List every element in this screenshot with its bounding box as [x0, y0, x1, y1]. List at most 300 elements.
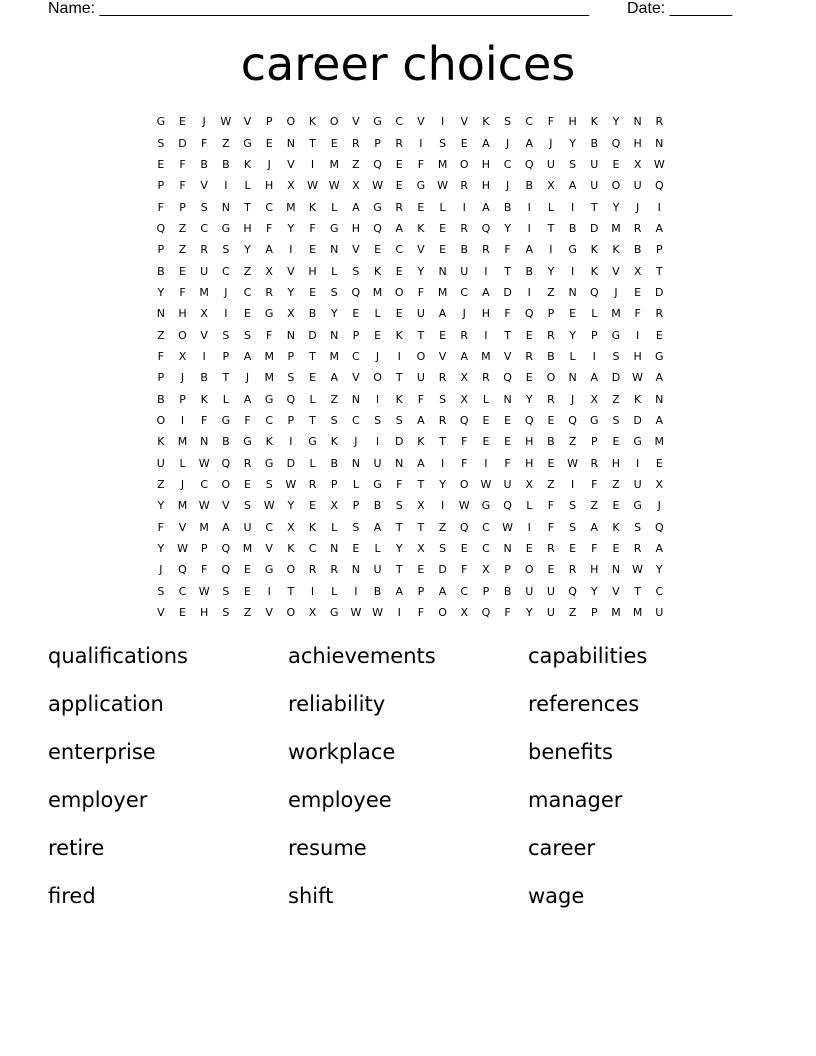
grid-letter: K [590, 243, 598, 257]
grid-letter: Z [157, 478, 165, 492]
grid-letter: R [265, 285, 274, 299]
grid-letter: P [374, 136, 381, 150]
grid-letter: I [549, 243, 553, 257]
grid-letter: B [568, 221, 577, 235]
grid-letter: F [179, 285, 186, 299]
grid-letter: H [265, 179, 274, 193]
grid-letter: K [482, 115, 490, 129]
grid-letter: C [525, 115, 534, 129]
grid-letter: E [244, 307, 251, 321]
grid-letter: K [417, 221, 425, 235]
grid-letter: J [180, 371, 185, 385]
grid-letter: V [417, 243, 425, 257]
grid-letter: Q [568, 584, 577, 598]
grid-letter: G [243, 136, 252, 150]
grid-letter: G [243, 435, 252, 449]
grid-letter: C [460, 285, 469, 299]
grid-letter: U [200, 264, 209, 278]
grid-letter: S [395, 499, 403, 513]
grid-letter: U [373, 456, 382, 470]
grid-row [150, 602, 670, 623]
grid-letter: Y [157, 285, 165, 299]
grid-letter: E [265, 136, 273, 150]
grid-letter: B [330, 456, 338, 470]
grid-letter: E [439, 328, 447, 342]
grid-letter: S [612, 349, 620, 363]
grid-letter: K [308, 200, 317, 214]
word-list-item: benefits [528, 740, 613, 764]
grid-letter: J [570, 392, 575, 406]
grid-letter: O [221, 478, 231, 492]
grid-letter: B [525, 179, 534, 193]
grid-letter: J [462, 307, 466, 321]
grid-letter: C [655, 584, 664, 598]
grid-letter: O [546, 371, 556, 385]
grid-letter: E [244, 478, 251, 492]
grid-letter: L [569, 349, 576, 363]
grid-letter: N [611, 563, 621, 577]
grid-letter: S [330, 413, 338, 427]
grid-letter: E [482, 413, 490, 427]
grid-letter: Y [525, 606, 533, 620]
grid-letter: T [395, 520, 403, 534]
grid-letter: D [503, 285, 512, 299]
grid-letter: L [439, 200, 446, 214]
grid-letter: Y [287, 221, 295, 235]
grid-letter: T [244, 200, 251, 214]
grid-letter: M [264, 371, 274, 385]
grid-letter: L [331, 200, 338, 214]
grid-letter: R [525, 349, 534, 363]
grid-letter: M [611, 307, 621, 321]
grid-letter: N [503, 542, 512, 556]
grid-letter: L [331, 520, 338, 534]
grid-letter: U [633, 179, 642, 193]
grid-letter: S [222, 328, 230, 342]
grid-letter: S [612, 413, 620, 427]
grid-letter: E [179, 606, 186, 620]
grid-letter: Q [589, 285, 599, 299]
word-list-item: shift [288, 884, 334, 908]
grid-letter: K [373, 264, 382, 278]
grid-letter: W [480, 478, 492, 492]
grid-letter: E [309, 243, 317, 257]
grid-letter: G [264, 456, 274, 470]
grid-letter: I [310, 157, 315, 171]
grid-letter: K [612, 520, 620, 534]
grid-letter: O [438, 606, 447, 620]
grid-letter: I [657, 200, 661, 214]
grid-letter: M [437, 285, 448, 299]
grid-letter: T [222, 371, 230, 385]
grid-letter: G [373, 478, 382, 492]
grid-letter: N [633, 115, 642, 129]
grid-letter: R [460, 221, 469, 235]
grid-letter: T [504, 264, 511, 278]
grid-letter: A [482, 285, 490, 299]
grid-letter: U [503, 478, 512, 492]
grid-letter: Y [244, 243, 251, 257]
grid-letter: F [504, 606, 511, 620]
grid-letter: R [395, 136, 404, 150]
grid-letter: V [265, 542, 273, 556]
grid-letter: C [265, 413, 274, 427]
grid-letter: C [265, 520, 274, 534]
grid-letter: J [375, 349, 380, 363]
grid-letter: A [352, 200, 360, 214]
grid-letter: K [395, 328, 403, 342]
grid-letter: U [416, 307, 425, 321]
grid-letter: P [179, 200, 186, 214]
grid-letter: M [177, 435, 188, 449]
grid-letter: C [243, 285, 252, 299]
grid-letter: S [439, 392, 447, 406]
grid-letter: Y [525, 392, 533, 406]
grid-letter: M [481, 349, 491, 363]
grid-letter: B [633, 243, 642, 257]
grid-letter: Q [351, 285, 361, 299]
grid-letter: E [569, 542, 577, 556]
grid-letter: I [570, 478, 575, 492]
grid-letter: L [526, 499, 533, 513]
grid-letter: E [612, 499, 620, 513]
grid-letter: W [198, 584, 210, 598]
grid-letter: V [352, 115, 360, 129]
grid-letter: W [653, 157, 665, 171]
grid-letter: J [635, 200, 640, 214]
grid-letter: T [547, 221, 555, 235]
grid-row [150, 453, 670, 474]
grid-letter: S [504, 115, 512, 129]
grid-letter: Y [504, 221, 511, 235]
grid-letter: Y [417, 264, 425, 278]
grid-letter: V [460, 115, 468, 129]
grid-letter: P [287, 349, 295, 363]
grid-letter: B [503, 200, 512, 214]
grid-letter: G [308, 435, 317, 449]
grid-letter: C [482, 542, 490, 556]
grid-letter: E [179, 264, 186, 278]
grid-letter: C [222, 264, 230, 278]
grid-letter: Y [330, 307, 338, 321]
grid-letter: I [527, 520, 531, 534]
grid-letter: N [655, 392, 664, 406]
grid-letter: U [655, 606, 664, 620]
grid-letter: A [438, 584, 447, 598]
grid-letter: Q [654, 520, 664, 534]
grid-letter: U [546, 584, 555, 598]
grid-letter: S [374, 413, 382, 427]
grid-letter: E [439, 243, 447, 257]
grid-letter: C [503, 157, 512, 171]
grid-letter: G [221, 221, 231, 235]
grid-letter: G [329, 606, 339, 620]
grid-letter: J [159, 563, 163, 577]
grid-letter: Y [590, 584, 598, 598]
grid-letter: O [286, 115, 296, 129]
grid-letter: X [590, 392, 599, 406]
grid-letter: V [265, 606, 273, 620]
grid-row [150, 111, 670, 132]
grid-letter: W [632, 563, 644, 577]
grid-letter: I [202, 349, 206, 363]
grid-letter: G [416, 179, 426, 193]
grid-letter: E [504, 435, 512, 449]
grid-letter: G [590, 413, 599, 427]
grid-letter: F [396, 478, 403, 492]
grid-letter: D [308, 328, 317, 342]
grid-letter: E [352, 542, 360, 556]
grid-letter: Q [221, 456, 231, 470]
grid-letter: X [330, 499, 338, 513]
grid-letter: W [350, 606, 362, 620]
grid-letter: Q [503, 499, 512, 513]
grid-letter: Q [524, 413, 534, 427]
grid-letter: E [395, 157, 403, 171]
grid-letter: E [374, 243, 382, 257]
grid-letter: I [267, 584, 271, 598]
grid-letter: E [309, 371, 317, 385]
grid-letter: A [590, 520, 599, 534]
grid-letter: Z [178, 221, 187, 235]
grid-letter: K [308, 520, 317, 534]
grid-letter: Q [221, 563, 231, 577]
grid-letter: K [265, 435, 273, 449]
grid-letter: F [157, 200, 164, 214]
grid-letter: F [591, 478, 598, 492]
grid-letter: X [308, 606, 317, 620]
grid-letter: F [504, 307, 511, 321]
grid-letter: W [372, 179, 383, 193]
grid-letter: F [461, 456, 468, 470]
grid-letter: E [569, 307, 577, 321]
grid-row [150, 303, 670, 324]
grid-row [150, 218, 670, 239]
grid-letter: U [243, 520, 252, 534]
grid-letter: T [504, 328, 511, 342]
grid-row [150, 538, 670, 559]
grid-letter: X [178, 349, 187, 363]
grid-letter: D [611, 371, 621, 385]
grid-letter: H [525, 435, 534, 449]
grid-letter: X [482, 563, 490, 577]
grid-letter: E [439, 221, 447, 235]
word-list-item: achievements [288, 644, 436, 668]
grid-letter: X [547, 179, 555, 193]
word-list-item: references [528, 692, 640, 716]
word-list-item: qualifications [48, 644, 188, 668]
grid-letter: X [200, 307, 208, 321]
grid-letter: M [264, 349, 274, 363]
grid-letter: E [547, 413, 555, 427]
grid-letter: W [502, 520, 514, 534]
grid-letter: C [308, 542, 317, 556]
grid-letter: E [309, 499, 317, 513]
grid-row [150, 410, 670, 431]
grid-letter: A [525, 136, 534, 150]
grid-letter: P [265, 115, 273, 129]
grid-letter: W [567, 456, 579, 470]
grid-letter: Q [373, 157, 382, 171]
grid-letter: Q [221, 542, 231, 556]
grid-letter: Q [611, 136, 621, 150]
grid-letter: H [178, 307, 187, 321]
grid-letter: G [655, 349, 664, 363]
grid-letter: O [524, 563, 534, 577]
grid-letter: A [373, 520, 382, 534]
grid-letter: S [634, 520, 642, 534]
grid-letter: S [439, 136, 447, 150]
grid-letter: N [351, 456, 360, 470]
grid-letter: A [525, 243, 534, 257]
grid-letter: F [591, 542, 598, 556]
grid-letter: X [287, 307, 295, 321]
grid-letter: Q [568, 413, 577, 427]
grid-letter: Y [547, 264, 555, 278]
grid-letter: R [330, 563, 339, 577]
grid-letter: E [655, 456, 663, 470]
grid-letter: B [373, 499, 382, 513]
grid-letter: Z [547, 285, 555, 299]
grid-letter: F [309, 221, 316, 235]
grid-letter: K [417, 435, 425, 449]
grid-letter: W [437, 179, 449, 193]
grid-letter: E [547, 456, 555, 470]
grid-letter: A [655, 542, 664, 556]
grid-letter: E [395, 307, 403, 321]
grid-letter: Z [330, 392, 338, 406]
grid-letter: C [395, 115, 404, 129]
grid-letter: C [265, 200, 274, 214]
grid-letter: P [330, 478, 338, 492]
grid-letter: K [308, 115, 317, 129]
grid-letter: J [180, 478, 185, 492]
grid-letter: S [222, 584, 230, 598]
grid-letter: F [201, 563, 208, 577]
grid-letter: A [417, 456, 425, 470]
grid-letter: J [657, 499, 661, 513]
word-list-item: capabilities [528, 644, 648, 668]
grid-letter: I [592, 349, 596, 363]
grid-letter: O [459, 157, 469, 171]
grid-letter: S [157, 136, 165, 150]
grid-letter: R [243, 456, 252, 470]
grid-letter: S [330, 285, 338, 299]
grid-letter: W [263, 499, 275, 513]
grid-letter: B [373, 584, 382, 598]
grid-letter: E [395, 179, 403, 193]
grid-letter: W [372, 606, 383, 620]
grid-letter: S [244, 499, 252, 513]
grid-letter: G [329, 221, 339, 235]
grid-letter: Y [439, 478, 446, 492]
word-list [48, 640, 768, 928]
grid-row [150, 239, 670, 260]
grid-letter: G [633, 499, 642, 513]
grid-letter: F [547, 520, 555, 534]
grid-letter: N [286, 328, 295, 342]
grid-letter: E [504, 413, 512, 427]
grid-letter: V [287, 264, 295, 278]
word-list-item: wage [528, 884, 585, 908]
grid-letter: J [614, 285, 618, 299]
grid-letter: F [179, 179, 186, 193]
grid-letter: E [482, 435, 490, 449]
grid-letter: F [417, 157, 425, 171]
grid-letter: B [222, 157, 230, 171]
grid-letter: V [352, 371, 360, 385]
grid-letter: A [568, 179, 577, 193]
grid-letter: A [265, 243, 273, 257]
grid-letter: I [354, 584, 358, 598]
grid-letter: I [397, 606, 401, 620]
grid-letter: L [309, 392, 316, 406]
grid-letter: A [460, 349, 468, 363]
grid-letter: P [222, 349, 230, 363]
grid-letter: B [547, 435, 555, 449]
grid-letter: T [417, 520, 425, 534]
grid-letter: C [482, 520, 490, 534]
grid-letter: K [200, 392, 208, 406]
grid-letter: U [416, 371, 425, 385]
word-search-grid [150, 111, 670, 623]
grid-letter: K [590, 115, 598, 129]
grid-letter: I [440, 499, 445, 513]
grid-letter: L [547, 200, 554, 214]
grid-letter: L [179, 456, 186, 470]
grid-letter: D [438, 563, 447, 577]
grid-letter: T [439, 435, 446, 449]
grid-letter: E [612, 542, 620, 556]
grid-letter: O [394, 285, 404, 299]
grid-letter: E [460, 136, 468, 150]
grid-letter: M [286, 200, 296, 214]
grid-letter: N [156, 307, 165, 321]
grid-row [150, 282, 670, 303]
grid-letter: C [352, 349, 360, 363]
grid-letter: Z [547, 478, 555, 492]
grid-letter: N [221, 200, 230, 214]
grid-letter: X [633, 264, 642, 278]
grid-letter: O [286, 563, 296, 577]
word-list-item: employee [288, 788, 392, 812]
grid-letter: K [612, 243, 620, 257]
grid-letter: U [590, 157, 599, 171]
grid-letter: A [243, 349, 252, 363]
grid-letter: X [525, 478, 534, 492]
grid-letter: T [287, 584, 295, 598]
grid-letter: H [525, 456, 534, 470]
grid-letter: Y [655, 563, 663, 577]
grid-letter: T [309, 136, 316, 150]
grid-letter: T [634, 584, 641, 598]
grid-letter: X [287, 179, 295, 193]
grid-letter: D [590, 221, 599, 235]
grid-letter: L [222, 392, 229, 406]
grid-letter: W [285, 478, 297, 492]
grid-letter: T [590, 200, 598, 214]
grid-letter: R [547, 542, 555, 556]
grid-letter: M [329, 157, 339, 171]
grid-letter: I [419, 136, 423, 150]
word-list-item: application [48, 692, 164, 716]
grid-letter: Q [286, 392, 296, 406]
grid-letter: P [157, 179, 165, 193]
grid-letter: W [198, 499, 210, 513]
grid-letter: E [157, 157, 165, 171]
grid-letter: I [440, 456, 445, 470]
grid-letter: Z [438, 520, 447, 534]
